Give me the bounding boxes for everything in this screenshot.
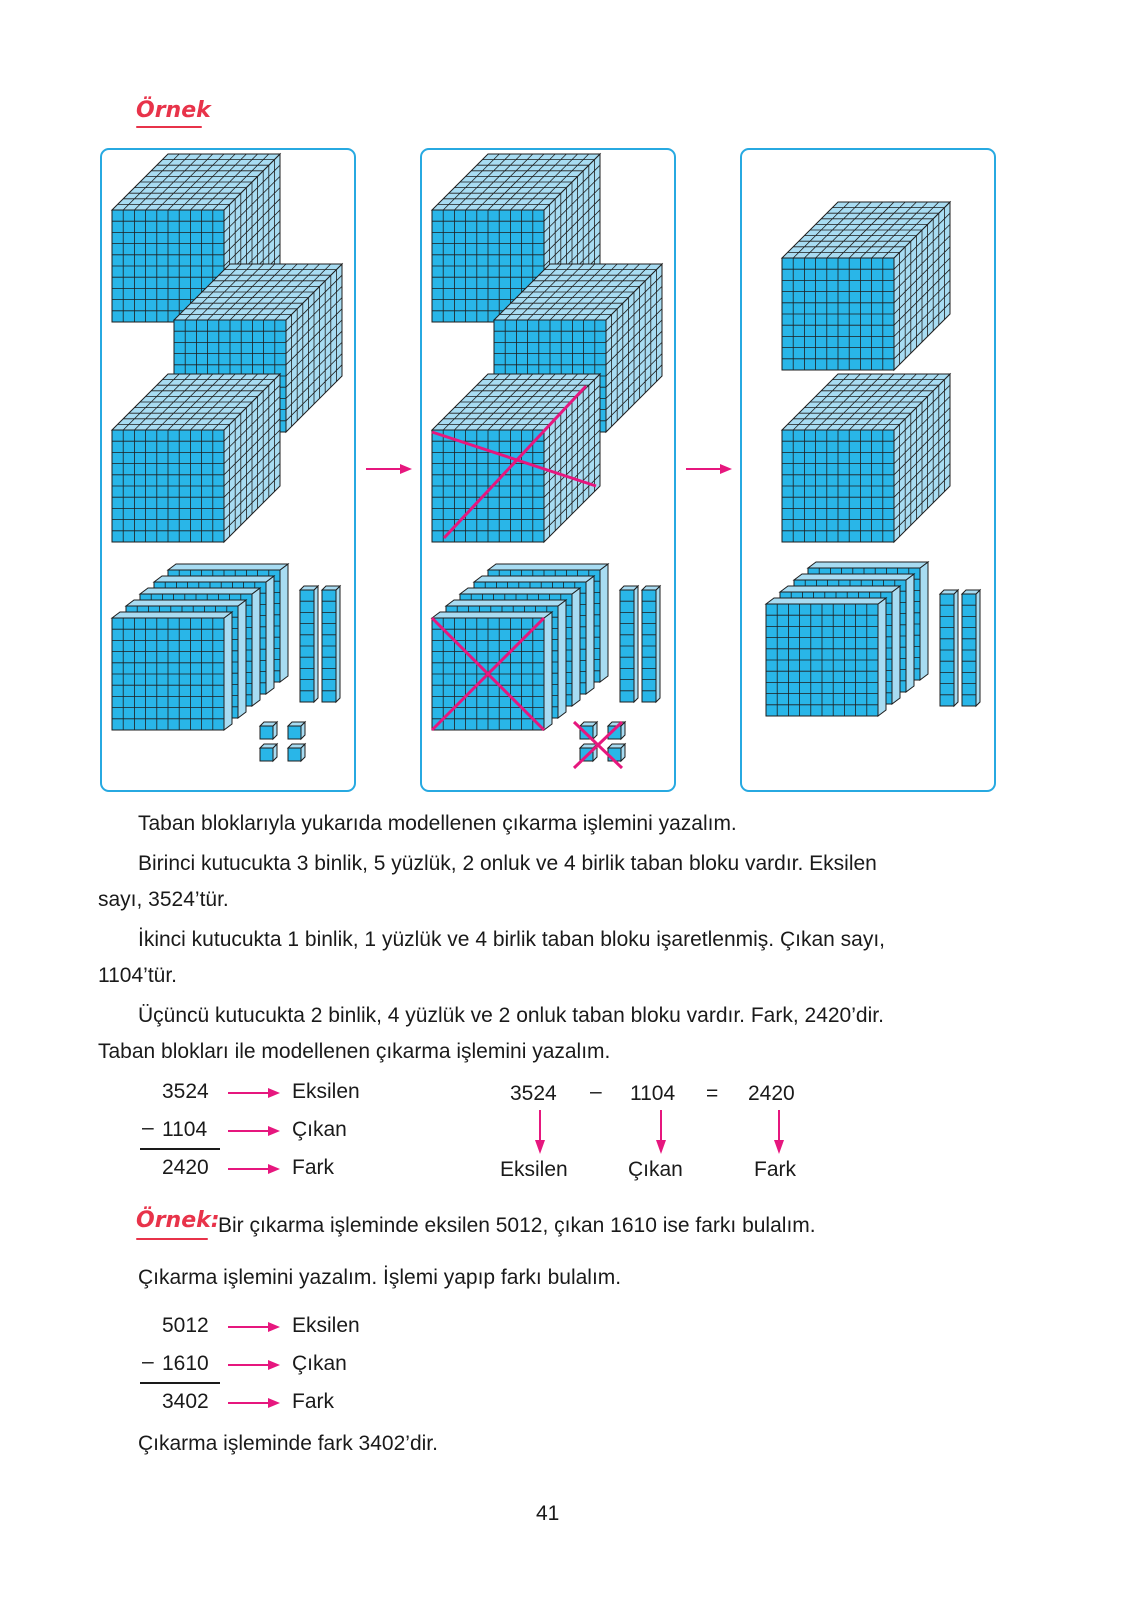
paragraph-first-box: Birinci kutucukta 3 binlik, 5 yüzlük, 2 onluk ve 4 birlik taban bloku vardır. Eksilen	[138, 852, 877, 875]
label-subtrahend: Çıkan	[292, 1352, 347, 1375]
one-cube	[288, 722, 305, 739]
label-difference: Fark	[292, 1156, 334, 1179]
panel-difference	[740, 148, 996, 792]
arrow-right-icon	[226, 1358, 282, 1372]
arrow-right-icon	[226, 1124, 282, 1138]
label-subtrahend: Çıkan	[292, 1118, 347, 1141]
example-2-conclusion: Çıkarma işleminde fark 3402’dir.	[138, 1432, 438, 1455]
panel-minuend-blocks	[102, 150, 356, 792]
arrow-right-icon	[226, 1320, 282, 1334]
label-minuend: Eksilen	[292, 1314, 360, 1337]
label-difference: Fark	[292, 1390, 334, 1413]
equation-label-difference: Fark	[754, 1158, 796, 1181]
example-2-instruction: Çıkarma işlemini yazalım. İşlemi yapıp farkı bulalım.	[138, 1266, 622, 1289]
subtrahend-value: 1104	[162, 1118, 208, 1141]
arrow-down-icon	[772, 1110, 786, 1156]
minus-sign: –	[142, 1350, 154, 1373]
difference-value: 3402	[162, 1390, 209, 1413]
sum-line	[140, 1148, 220, 1150]
one-cube	[288, 744, 305, 761]
arrow-right-icon	[226, 1396, 282, 1410]
label-minuend: Eksilen	[292, 1080, 360, 1103]
one-cube	[260, 744, 277, 761]
example-heading: Örnek	[136, 98, 211, 123]
minuend-value: 5012	[162, 1314, 209, 1337]
one-cube	[608, 722, 625, 739]
equation-difference: 2420	[748, 1082, 795, 1105]
ten-rod	[940, 590, 958, 706]
panel-difference-blocks	[742, 150, 996, 792]
thousand-cube	[782, 202, 950, 370]
sum-line	[140, 1382, 220, 1384]
example-heading-underline	[136, 126, 202, 128]
ten-rod	[300, 586, 318, 702]
arrow-right-icon	[364, 462, 414, 476]
hundred-flat	[766, 598, 886, 716]
minuend-value: 3524	[162, 1080, 209, 1103]
page-number: 41	[536, 1502, 560, 1525]
ten-rod	[620, 586, 638, 702]
panel-minuend	[100, 148, 356, 792]
panel-subtrahend-blocks	[422, 150, 676, 792]
ten-rod	[322, 586, 340, 702]
ten-rod	[642, 586, 660, 702]
equation-label-minuend: Eksilen	[500, 1158, 568, 1181]
subtrahend-value: 1610	[162, 1352, 209, 1375]
ten-rod	[962, 590, 980, 706]
panel-subtrahend	[420, 148, 676, 792]
paragraph-intro: Taban bloklarıyla yukarıda modellenen çıkarma işlemini yazalım.	[138, 812, 737, 835]
arrow-down-icon	[533, 1110, 547, 1156]
hundred-flat	[112, 612, 232, 730]
thousand-cube	[112, 374, 280, 542]
paragraph-third-box-cont: Taban blokları ile modellenen çıkarma işlemini yazalım.	[98, 1040, 611, 1063]
example-2-heading-underline	[136, 1238, 208, 1240]
one-cube	[260, 722, 277, 739]
example-2-statement: Bir çıkarma işleminde eksilen 5012, çıkan 1610 ise farkı bulalım.	[218, 1214, 816, 1237]
example-2-heading: Örnek:	[136, 1208, 220, 1233]
equation-minus: –	[590, 1080, 602, 1103]
equation-minuend: 3524	[510, 1082, 557, 1105]
difference-value: 2420	[162, 1156, 209, 1179]
minus-sign: –	[142, 1116, 154, 1139]
paragraph-first-box-cont: sayı, 3524’tür.	[98, 888, 229, 911]
arrow-down-icon	[654, 1110, 668, 1156]
thousand-cube	[782, 374, 950, 542]
paragraph-second-box: İkinci kutucukta 1 binlik, 1 yüzlük ve 4 birlik taban bloku işaretlenmiş. Çıkan sayı,	[138, 928, 886, 951]
paragraph-second-box-cont: 1104’tür.	[98, 964, 178, 987]
arrow-right-icon	[226, 1162, 282, 1176]
equation-label-subtrahend: Çıkan	[628, 1158, 683, 1181]
arrow-right-icon	[684, 462, 734, 476]
equation-subtrahend: 1104	[630, 1082, 676, 1105]
paragraph-third-box: Üçüncü kutucukta 2 binlik, 4 yüzlük ve 2 onluk taban bloku vardır. Fark, 2420’dir.	[138, 1004, 884, 1027]
equation-equals: =	[706, 1082, 719, 1105]
arrow-right-icon	[226, 1086, 282, 1100]
